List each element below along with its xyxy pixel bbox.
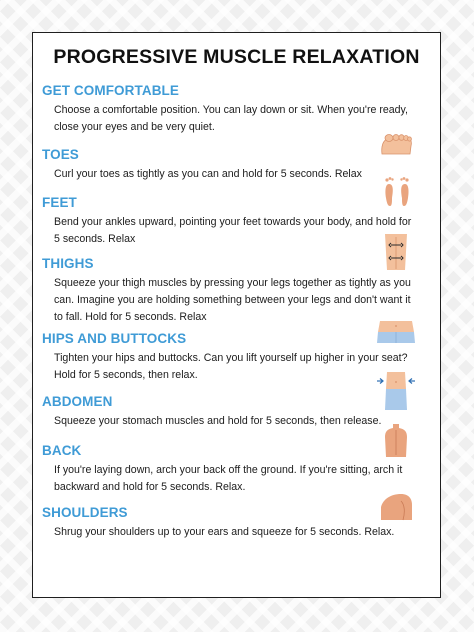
section-toes bbox=[42, 147, 434, 183]
section-text: Bend your ankles upward, pointing your feet towards your body, and hold for 5 seconds. Relax bbox=[54, 216, 412, 245]
section-text: Tighten your hips and buttocks. Can you lift yourself up higher in your seat? Hold for 5 seconds, then relax. bbox=[54, 352, 408, 381]
abdomen-icon bbox=[375, 371, 417, 411]
feet-icon bbox=[382, 174, 412, 208]
section-heading: THIGHS bbox=[42, 256, 94, 271]
section-heading: TOES bbox=[42, 147, 79, 162]
section-text: If you're laying down, arch your back off the ground. If you're sitting, arch it backward and hold for 5 seconds. Relax. bbox=[54, 464, 403, 493]
section-text: Squeeze your stomach muscles and hold for 5 seconds, then release. bbox=[54, 415, 382, 427]
section-get-comfortable bbox=[42, 83, 434, 136]
worksheet-card bbox=[32, 32, 441, 598]
section-heading: HIPS AND BUTTOCKS bbox=[42, 331, 187, 346]
section-text: Squeeze your thigh muscles by pressing your legs together as tightly as you can. Imagine you are holding something between your legs and don't want it to fall. Hold for 5 seconds. Relax bbox=[54, 277, 411, 323]
section-back bbox=[42, 443, 434, 496]
section-shoulders bbox=[42, 505, 434, 541]
section-feet bbox=[42, 195, 434, 248]
section-heading: FEET bbox=[42, 195, 77, 210]
section-heading: SHOULDERS bbox=[42, 505, 128, 520]
section-heading: ABDOMEN bbox=[42, 394, 113, 409]
shoulder-icon bbox=[379, 491, 413, 521]
section-heading: BACK bbox=[42, 443, 82, 458]
section-heading: GET COMFORTABLE bbox=[42, 83, 179, 98]
section-thighs bbox=[42, 256, 434, 326]
hips-icon bbox=[376, 320, 416, 344]
back-icon bbox=[383, 423, 409, 459]
toes-icon bbox=[379, 128, 413, 158]
section-text: Choose a comfortable position. You can lay down or sit. When you're ready, close your eyes and be very quiet. bbox=[54, 104, 408, 133]
section-text: Curl your toes as tightly as you can and hold for 5 seconds. Relax bbox=[54, 168, 362, 180]
thighs-icon bbox=[383, 233, 409, 271]
page-title: PROGRESSIVE MUSCLE RELAXATION bbox=[53, 46, 420, 68]
section-text: Shrug your shoulders up to your ears and squeeze for 5 seconds. Relax. bbox=[54, 526, 395, 538]
